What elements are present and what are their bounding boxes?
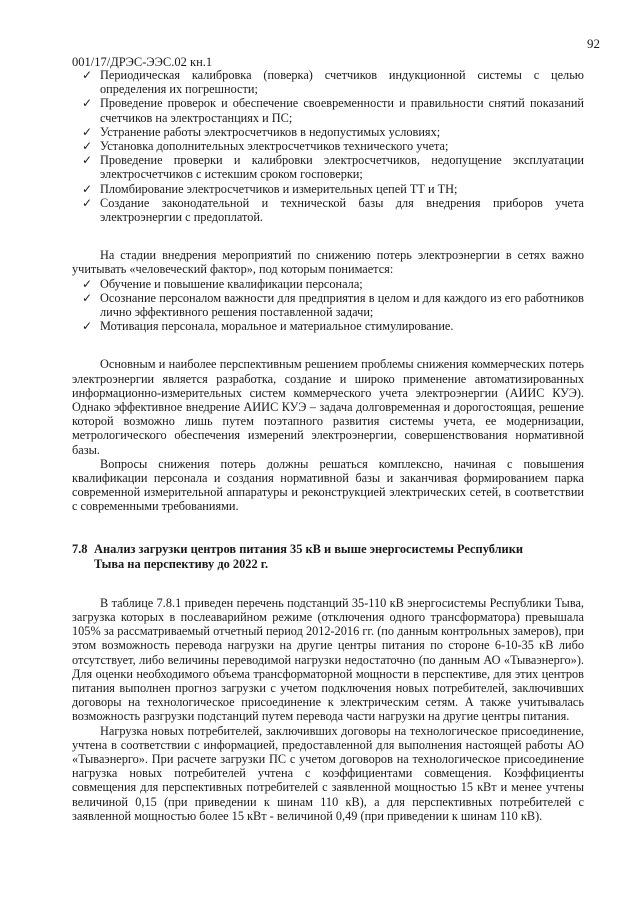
- checkmark-icon: ✓: [82, 68, 93, 82]
- section-heading: [72, 542, 584, 572]
- list-item: ✓ Обучение и повышение квалификации персонала;: [82, 276, 363, 291]
- checkmark-icon: ✓: [82, 96, 93, 111]
- list-item: ✓ Устранение работы электросчетчиков в недопустимых условиях;: [82, 124, 441, 139]
- measures-list: [72, 68, 584, 224]
- list-item: ✓ Мотивация персонала, моральное и материальное стимулирование.: [82, 319, 454, 334]
- section-number: 7.8: [72, 541, 88, 556]
- page-content: [72, 68, 584, 823]
- checkmark-icon: ✓: [82, 319, 93, 334]
- paragraph-load: Нагрузка новых потребителей, заключивших договоры на технологическое присоединение, учтена в соответствии с информацией, предоставленной для выполнения настоящей работы АО «Тываэнерго». При расчете загрузки ПС с учетом договоров на технологическое присоединение нагрузка новых потребителей учтена с коэффициентами совмещения. Коэффициенты совмещения для перспективных потребителей с заявленной мощностью 15 кВт и менее учтены величиной 0,15 (при приведении к шинам 110 кВ), а для перспективных потребителей с заявленной мощностью более 15 кВт - величиной 0,49 (при приведении к шинам 110 кВ).: [72, 723, 584, 823]
- paragraph-table: В таблице 7.8.1 приведен перечень подстанций 35-110 кВ энергосистемы Республики Тыва, загрузка которых в послеаварийном режиме (отключения одного трансформатора) превышала 105% за рассматриваемый отчетный период 2012-2016 гг. (по данным контрольных замеров), при этом возможность перевода нагрузки на другие центры питания по стороне 6-10-35 кВ либо отсутствует, либо величины переводимой нагрузки недостаточно (по данным АО «Тываэнерго»). Для оценки необходимого объема трансформаторной мощности в перспективе, для этих центров питания выполнен прогноз загрузки с учетом подключения новых потребителей, заключивших договоры на технологическое присоединение к электрическим сетям. А также учитывалась возможность разгрузки подстанций путем перевода части нагрузки на другие центры питания.: [72, 595, 584, 724]
- list-item: ✓ Пломбирование электросчетчиков и измерительных цепей ТТ и ТН;: [82, 181, 458, 196]
- checkmark-icon: ✓: [82, 276, 93, 291]
- checkmark-icon: ✓: [82, 139, 93, 154]
- list-item: ✓ Проведение проверок и обеспечение своевременности и правильности снятий показаний счетчиков на электростанциях и ПС;: [82, 96, 584, 125]
- list-item: ✓ Создание законодательной и технической базы для внедрения приборов учета электроэнергии с предоплатой.: [82, 195, 584, 225]
- checkmark-icon: ✓: [82, 181, 93, 196]
- checkmark-icon: ✓: [82, 290, 93, 305]
- checkmark-icon: ✓: [82, 153, 93, 168]
- list-item: ✓ Осознание персоналом важности для предприятия в целом и для каждого из его работников лично эффективного решения поставленной задачи;: [82, 290, 584, 320]
- page-number: 92: [587, 36, 600, 51]
- checkmark-icon: ✓: [82, 124, 93, 139]
- list-item: ✓ Проведение проверки и калибровки электросчетчиков, недопущение эксплуатации электросчетчиков с истекшим сроком госповерки;: [82, 153, 584, 182]
- list-item: ✓ Установка дополнительных электросчетчиков технического учета;: [82, 139, 449, 154]
- document-code: 001/17/ДРЭС-ЭЭС.02 кн.1: [72, 55, 213, 69]
- paragraph-aiis: Основным и наиболее перспективным решением проблемы снижения коммерческих потерь электроэнергии является разработка, создание и широко применение автоматизированных информационно-измерительных систем коммерческого учета электроэнергии (АИИС КУЭ). Однако эффективное внедрение АИИС КУЭ – задача долговременная и дорогостоящая, решение которой возможно лишь путем поэтапного развития системы учета, ее модернизации, метрологического обеспечения измерений электроэнергии, совершенствования нормативной базы.: [72, 357, 584, 457]
- human-factor-list: [72, 277, 584, 334]
- checkmark-icon: ✓: [82, 195, 93, 210]
- section-title-line1: Анализ загрузки центров питания 35 кВ и выше энергосистемы Республики: [94, 541, 523, 556]
- human-factor-intro: На стадии внедрения мероприятий по снижению потерь электроэнергии в сетях важно учитывать «человеческий фактор», под которым понимается:: [72, 248, 584, 277]
- section-title-line2: Тыва на перспективу до 2022 г.: [94, 556, 269, 571]
- paragraph-complex: Вопросы снижения потерь должны решаться комплексно, начиная с повышения квалификации персонала и создания нормативной базы и заканчивая формированием парка современной измерительной аппаратуры и реконструкцией электрических сетей, в соответствии с современными требованиями.: [72, 456, 584, 514]
- list-item: ✓ Периодическая калибровка (поверка) счетчиков индукционной системы с целью определения их погрешности;: [82, 68, 584, 97]
